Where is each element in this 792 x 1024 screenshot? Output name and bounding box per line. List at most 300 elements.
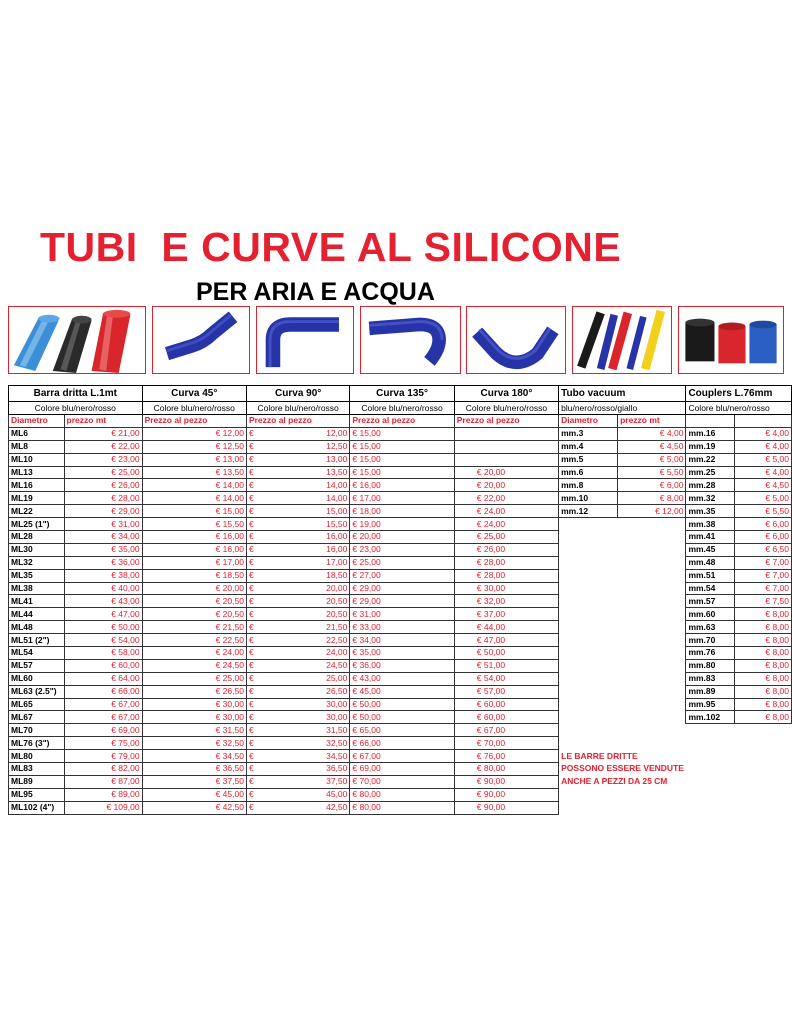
coupler-empty-cell <box>686 737 735 750</box>
size-cell: ML44 <box>9 608 65 621</box>
c90-price-cell: 32,50 <box>261 737 350 750</box>
barra-price-cell: € 60,00 <box>64 659 142 672</box>
c90-price-cell: 20,00 <box>261 582 350 595</box>
col-colors-c90: Colore blu/nero/rosso <box>246 402 349 415</box>
table-row <box>9 750 792 763</box>
table-row <box>9 466 792 479</box>
table-row <box>9 440 792 453</box>
size-cell: ML28 <box>9 531 65 544</box>
barra-price-cell: € 34,00 <box>64 531 142 544</box>
vacuum-empty-cell <box>559 634 618 647</box>
c135-price-cell: € 50,00 <box>350 711 454 724</box>
c135-price-cell: € 66,00 <box>350 737 454 750</box>
coupler-price-cell: € 8,00 <box>734 711 791 724</box>
c135-price-cell: € 19,00 <box>350 518 454 531</box>
c180-price-cell: € 60,00 <box>454 698 558 711</box>
c45-price-cell: € 31,50 <box>142 724 246 737</box>
coupler-empty-cell <box>686 801 735 814</box>
table-row <box>9 492 792 505</box>
barra-price-cell: € 79,00 <box>64 750 142 763</box>
size-cell: ML41 <box>9 595 65 608</box>
table-row <box>9 505 792 518</box>
size-cell: ML16 <box>9 479 65 492</box>
c135-price-cell: € 70,00 <box>350 775 454 788</box>
size-cell: ML32 <box>9 556 65 569</box>
size-cell: ML22 <box>9 505 65 518</box>
size-cell: ML19 <box>9 492 65 505</box>
coupler-price-cell: € 5,50 <box>734 505 791 518</box>
vacuum-empty-cell <box>559 724 618 737</box>
label-couplers-blank <box>686 415 735 428</box>
c180-price-cell: € 57,00 <box>454 685 558 698</box>
c90-price-cell: 45,00 <box>261 788 350 801</box>
c90-price-cell: 31,50 <box>261 724 350 737</box>
c90-price-cell: 34,50 <box>261 750 350 763</box>
coupler-size-cell: mm.32 <box>686 492 735 505</box>
c135-price-cell: € 25,00 <box>350 556 454 569</box>
c45-price-cell: € 18,50 <box>142 569 246 582</box>
size-cell: ML70 <box>9 724 65 737</box>
c90-currency-cell: € <box>246 440 261 453</box>
c135-price-cell: € 27,00 <box>350 569 454 582</box>
c135-price-cell: € 31,00 <box>350 608 454 621</box>
c90-currency-cell: € <box>246 621 261 634</box>
size-cell: ML65 <box>9 698 65 711</box>
c180-price-cell: € 80,00 <box>454 763 558 776</box>
table-row <box>9 569 792 582</box>
c180-price-cell: € 67,00 <box>454 724 558 737</box>
vacuum-empty-cell <box>559 621 618 634</box>
coupler-size-cell: mm.76 <box>686 647 735 660</box>
coupler-size-cell: mm.83 <box>686 672 735 685</box>
c90-price-cell: 16,00 <box>261 531 350 544</box>
coupler-price-cell: € 8,00 <box>734 621 791 634</box>
c180-price-cell: € 26,00 <box>454 543 558 556</box>
table-row <box>9 543 792 556</box>
c135-price-cell: € 67,00 <box>350 750 454 763</box>
coupler-price-cell: € 6,00 <box>734 531 791 544</box>
barra-price-cell: € 21,00 <box>64 427 142 440</box>
coupler-empty-cell <box>686 788 735 801</box>
c90-currency-cell: € <box>246 724 261 737</box>
coupler-price-cell: € 5,00 <box>734 492 791 505</box>
size-cell: ML30 <box>9 543 65 556</box>
elbow-135-image <box>360 306 461 374</box>
c90-currency-cell: € <box>246 466 261 479</box>
c135-price-cell: € 45,00 <box>350 685 454 698</box>
table-edge-line <box>8 787 9 801</box>
coupler-size-cell: mm.80 <box>686 659 735 672</box>
size-cell: ML25 (1") <box>9 518 65 531</box>
coupler-empty-cell <box>734 788 791 801</box>
vacuum-empty-cell <box>618 582 686 595</box>
c90-price-cell: 37,50 <box>261 775 350 788</box>
col-colors-barra: Colore blu/nero/rosso <box>9 402 143 415</box>
vacuum-empty-cell <box>618 543 686 556</box>
vacuum-empty-cell <box>618 531 686 544</box>
size-cell: ML60 <box>9 672 65 685</box>
table-row <box>9 582 792 595</box>
size-cell: ML80 <box>9 750 65 763</box>
vacuum-size-cell: mm.6 <box>559 466 618 479</box>
c135-price-cell: € 23,00 <box>350 543 454 556</box>
c180-price-cell: € 50,00 <box>454 647 558 660</box>
coupler-price-cell: € 8,00 <box>734 634 791 647</box>
c90-price-cell: 25,00 <box>261 672 350 685</box>
c45-price-cell: € 32,50 <box>142 737 246 750</box>
c180-price-cell: € 76,00 <box>454 750 558 763</box>
header-row <box>9 386 792 402</box>
size-cell: ML76 (3") <box>9 737 65 750</box>
page-subtitle: PER ARIA E ACQUA <box>196 278 435 306</box>
barra-price-cell: € 66,00 <box>64 685 142 698</box>
c45-price-cell: € 12,50 <box>142 440 246 453</box>
label-diametro: Diametro <box>9 415 65 428</box>
barra-price-cell: € 36,00 <box>64 556 142 569</box>
c90-price-cell: 14,00 <box>261 492 350 505</box>
c135-price-cell: € 17,00 <box>350 492 454 505</box>
table-row <box>9 647 792 660</box>
vacuum-empty-cell <box>559 543 618 556</box>
barra-price-cell: € 75,00 <box>64 737 142 750</box>
c45-price-cell: € 20,50 <box>142 595 246 608</box>
vacuum-empty-cell <box>618 711 686 724</box>
c45-price-cell: € 16,00 <box>142 531 246 544</box>
c90-price-cell: 22,50 <box>261 634 350 647</box>
elbow-90-image <box>256 306 354 374</box>
c135-price-cell: € 15,00 <box>350 440 454 453</box>
barra-price-cell: € 58,00 <box>64 647 142 660</box>
vacuum-empty-cell <box>618 595 686 608</box>
c45-price-cell: € 22,50 <box>142 634 246 647</box>
barra-price-cell: € 67,00 <box>64 698 142 711</box>
vacuum-empty-cell <box>559 685 618 698</box>
table-row <box>9 556 792 569</box>
c180-price-cell: € 20,00 <box>454 466 558 479</box>
c45-price-cell: € 17,00 <box>142 556 246 569</box>
vacuum-empty-cell <box>559 556 618 569</box>
table-row <box>9 659 792 672</box>
coupler-price-cell: € 7,00 <box>734 556 791 569</box>
table-row <box>9 711 792 724</box>
c90-price-cell: 26,50 <box>261 685 350 698</box>
vacuum-empty-cell <box>618 518 686 531</box>
c45-price-cell: € 26,50 <box>142 685 246 698</box>
c45-price-cell: € 14,00 <box>142 479 246 492</box>
c90-currency-cell: € <box>246 427 261 440</box>
c90-currency-cell: € <box>246 763 261 776</box>
size-cell: ML63 (2.5") <box>9 685 65 698</box>
c90-currency-cell: € <box>246 775 261 788</box>
coupler-size-cell: mm.54 <box>686 582 735 595</box>
table-row <box>9 608 792 621</box>
barra-price-cell: € 87,00 <box>64 775 142 788</box>
c90-currency-cell: € <box>246 659 261 672</box>
c135-price-cell: € 20,00 <box>350 531 454 544</box>
coupler-size-cell: mm.89 <box>686 685 735 698</box>
barra-price-cell: € 23,00 <box>64 453 142 466</box>
barra-price-cell: € 69,00 <box>64 724 142 737</box>
vacuum-empty-cell <box>618 556 686 569</box>
c45-price-cell: € 30,00 <box>142 711 246 724</box>
label-vac-diametro: Diametro <box>559 415 618 428</box>
barra-price-cell: € 22,00 <box>64 440 142 453</box>
barra-price-cell: € 28,00 <box>64 492 142 505</box>
vacuum-price-cell: € 4,00 <box>618 427 686 440</box>
c135-price-cell: € 15,00 <box>350 427 454 440</box>
coupler-price-cell: € 8,00 <box>734 672 791 685</box>
barra-price-cell: € 67,00 <box>64 711 142 724</box>
size-cell: ML8 <box>9 440 65 453</box>
coupler-price-cell: € 4,00 <box>734 466 791 479</box>
vacuum-empty-cell <box>618 698 686 711</box>
price-table <box>8 385 792 815</box>
colors-row <box>9 402 792 415</box>
c45-price-cell: € 25,00 <box>142 672 246 685</box>
coupler-price-cell: € 7,00 <box>734 582 791 595</box>
coupler-size-cell: mm.41 <box>686 531 735 544</box>
c90-price-cell: 42,50 <box>261 801 350 814</box>
label-vac-prezzo: prezzo mt <box>618 415 686 428</box>
table-row <box>9 775 792 788</box>
c135-price-cell: € 33,00 <box>350 621 454 634</box>
vacuum-price-cell: € 4,50 <box>618 440 686 453</box>
vacuum-price-cell: € 5,00 <box>618 453 686 466</box>
c90-currency-cell: € <box>246 569 261 582</box>
table-row <box>9 621 792 634</box>
c180-price-cell: € 28,00 <box>454 556 558 569</box>
table-row <box>9 801 792 814</box>
vacuum-size-cell: mm.12 <box>559 505 618 518</box>
coupler-empty-cell <box>686 775 735 788</box>
coupler-size-cell: mm.35 <box>686 505 735 518</box>
size-cell: ML38 <box>9 582 65 595</box>
c45-price-cell: € 45,00 <box>142 788 246 801</box>
c135-price-cell: € 50,00 <box>350 698 454 711</box>
table-row <box>9 763 792 776</box>
vacuum-empty-cell <box>559 672 618 685</box>
c180-price-cell: € 37,00 <box>454 608 558 621</box>
coupler-size-cell: mm.25 <box>686 466 735 479</box>
c90-price-cell: 24,50 <box>261 659 350 672</box>
coupler-size-cell: mm.70 <box>686 634 735 647</box>
table-row <box>9 427 792 440</box>
label-prezzo-c90: Prezzo al pezzo <box>246 415 349 428</box>
vacuum-empty-cell <box>618 737 686 750</box>
size-cell: ML102 (4") <box>9 801 65 814</box>
table-row <box>9 788 792 801</box>
c180-price-cell: € 32,00 <box>454 595 558 608</box>
c90-price-cell: 15,00 <box>261 505 350 518</box>
coupler-price-cell: € 8,00 <box>734 647 791 660</box>
c180-price-cell: € 90,00 <box>454 788 558 801</box>
table-row <box>9 634 792 647</box>
c45-price-cell: € 42,50 <box>142 801 246 814</box>
coupler-size-cell: mm.19 <box>686 440 735 453</box>
note-line: LE BARRE DRITTE <box>561 750 638 761</box>
vacuum-empty-cell <box>618 801 686 814</box>
c90-currency-cell: € <box>246 698 261 711</box>
coupler-empty-cell <box>734 737 791 750</box>
c90-price-cell: 30,00 <box>261 711 350 724</box>
c90-currency-cell: € <box>246 595 261 608</box>
c180-price-cell: € 20,00 <box>454 479 558 492</box>
col-title-c180: Curva 180° <box>454 386 558 402</box>
vacuum-empty-cell <box>559 518 618 531</box>
c90-price-cell: 12,50 <box>261 440 350 453</box>
labels-row <box>9 415 792 428</box>
coupler-price-cell: € 7,50 <box>734 595 791 608</box>
c180-price-cell: € 25,00 <box>454 531 558 544</box>
barra-price-cell: € 109,00 <box>64 801 142 814</box>
barra-price-cell: € 40,00 <box>64 582 142 595</box>
size-cell: ML6 <box>9 427 65 440</box>
coupler-size-cell: mm.57 <box>686 595 735 608</box>
vacuum-empty-cell <box>618 608 686 621</box>
vacuum-empty-cell <box>618 634 686 647</box>
col-title-vacuum: Tubo vacuum <box>559 386 686 402</box>
barra-price-cell: € 54,00 <box>64 634 142 647</box>
c90-currency-cell: € <box>246 750 261 763</box>
vacuum-hoses-image <box>572 306 672 374</box>
vacuum-empty-cell <box>559 698 618 711</box>
size-cell: ML51 (2") <box>9 634 65 647</box>
c45-price-cell: € 30,00 <box>142 698 246 711</box>
c135-price-cell: € 35,00 <box>350 647 454 660</box>
coupler-empty-cell <box>686 724 735 737</box>
c180-price-cell: € 90,00 <box>454 801 558 814</box>
c90-price-cell: 12,00 <box>261 427 350 440</box>
barra-price-cell: € 25,00 <box>64 466 142 479</box>
table-row <box>9 531 792 544</box>
coupler-empty-cell <box>734 724 791 737</box>
c135-price-cell: € 29,00 <box>350 595 454 608</box>
table-row <box>9 698 792 711</box>
table-row <box>9 724 792 737</box>
vacuum-price-cell: € 8,00 <box>618 492 686 505</box>
c135-price-cell: € 15,00 <box>350 466 454 479</box>
col-title-c45: Curva 45° <box>142 386 246 402</box>
c135-price-cell: € 29,00 <box>350 582 454 595</box>
page-title: TUBI E CURVE AL SILICONE <box>40 224 622 270</box>
coupler-price-cell: € 4,00 <box>734 440 791 453</box>
coupler-empty-cell <box>686 750 735 763</box>
size-cell: ML57 <box>9 659 65 672</box>
coupler-size-cell: mm.60 <box>686 608 735 621</box>
c90-currency-cell: € <box>246 737 261 750</box>
c135-price-cell: € 65,00 <box>350 724 454 737</box>
vacuum-empty-cell <box>618 672 686 685</box>
elbow-45-image <box>152 306 250 374</box>
c180-price-cell: € 90,00 <box>454 775 558 788</box>
vacuum-empty-cell <box>559 659 618 672</box>
c90-price-cell: 30,00 <box>261 698 350 711</box>
c90-currency-cell: € <box>246 531 261 544</box>
coupler-price-cell: € 4,50 <box>734 479 791 492</box>
c45-price-cell: € 36,50 <box>142 763 246 776</box>
table-row <box>9 737 792 750</box>
c90-price-cell: 18,50 <box>261 569 350 582</box>
coupler-price-cell: € 4,00 <box>734 427 791 440</box>
c180-price-cell: € 22,00 <box>454 492 558 505</box>
c180-price-cell <box>454 440 558 453</box>
coupler-price-cell: € 8,00 <box>734 685 791 698</box>
c180-price-cell: € 47,00 <box>454 634 558 647</box>
vacuum-size-cell: mm.8 <box>559 479 618 492</box>
c135-price-cell: € 16,00 <box>350 479 454 492</box>
size-cell: ML89 <box>9 775 65 788</box>
table-row <box>9 672 792 685</box>
c90-price-cell: 20,50 <box>261 595 350 608</box>
col-colors-c45: Colore blu/nero/rosso <box>142 402 246 415</box>
vacuum-empty-cell <box>618 724 686 737</box>
vacuum-empty-cell <box>559 595 618 608</box>
col-title-barra: Barra dritta L.1mt <box>9 386 143 402</box>
c45-price-cell: € 15,50 <box>142 518 246 531</box>
barra-price-cell: € 64,00 <box>64 672 142 685</box>
vacuum-empty-cell <box>618 788 686 801</box>
coupler-size-cell: mm.102 <box>686 711 735 724</box>
col-colors-couplers: Colore blu/nero/rosso <box>686 402 792 415</box>
c45-price-cell: € 14,00 <box>142 492 246 505</box>
col-colors-c135: Colore blu/nero/rosso <box>350 402 454 415</box>
vacuum-empty-cell <box>618 647 686 660</box>
c90-price-cell: 14,00 <box>261 479 350 492</box>
c90-currency-cell: € <box>246 505 261 518</box>
c180-price-cell: € 70,00 <box>454 737 558 750</box>
c90-price-cell: 24,00 <box>261 647 350 660</box>
note-line: ANCHE A PEZZI DA 25 CM <box>561 776 668 787</box>
c45-price-cell: € 24,00 <box>142 647 246 660</box>
c135-price-cell: € 80,00 <box>350 788 454 801</box>
label-prezzo-c45: Prezzo al pezzo <box>142 415 246 428</box>
couplers-image <box>678 306 784 374</box>
vacuum-empty-cell <box>559 608 618 621</box>
table-row <box>9 453 792 466</box>
vacuum-size-cell: mm.10 <box>559 492 618 505</box>
c45-price-cell: € 12,00 <box>142 427 246 440</box>
c180-price-cell <box>454 453 558 466</box>
c180-price-cell: € 44,00 <box>454 621 558 634</box>
coupler-empty-cell <box>734 801 791 814</box>
barra-price-cell: € 43,00 <box>64 595 142 608</box>
c180-price-cell: € 30,00 <box>454 582 558 595</box>
c135-price-cell: € 15,00 <box>350 453 454 466</box>
barra-price-cell: € 29,00 <box>64 505 142 518</box>
vacuum-empty-cell <box>559 737 618 750</box>
c90-currency-cell: € <box>246 492 261 505</box>
size-cell: ML10 <box>9 453 65 466</box>
col-title-c90: Curva 90° <box>246 386 349 402</box>
note-line: POSSONO ESSERE VENDUTE <box>561 763 684 774</box>
size-cell: ML83 <box>9 763 65 776</box>
col-title-couplers: Couplers L.76mm <box>686 386 792 402</box>
c90-currency-cell: € <box>246 543 261 556</box>
c90-currency-cell: € <box>246 556 261 569</box>
vacuum-empty-cell <box>559 647 618 660</box>
c90-currency-cell: € <box>246 647 261 660</box>
c90-currency-cell: € <box>246 711 261 724</box>
vacuum-price-cell: € 6,00 <box>618 479 686 492</box>
c45-price-cell: € 15,00 <box>142 505 246 518</box>
coupler-empty-cell <box>734 750 791 763</box>
c45-price-cell: € 13,50 <box>142 466 246 479</box>
vacuum-size-cell: mm.4 <box>559 440 618 453</box>
c45-price-cell: € 13,00 <box>142 453 246 466</box>
c90-price-cell: 21,50 <box>261 621 350 634</box>
coupler-price-cell: € 5,00 <box>734 453 791 466</box>
c90-currency-cell: € <box>246 788 261 801</box>
